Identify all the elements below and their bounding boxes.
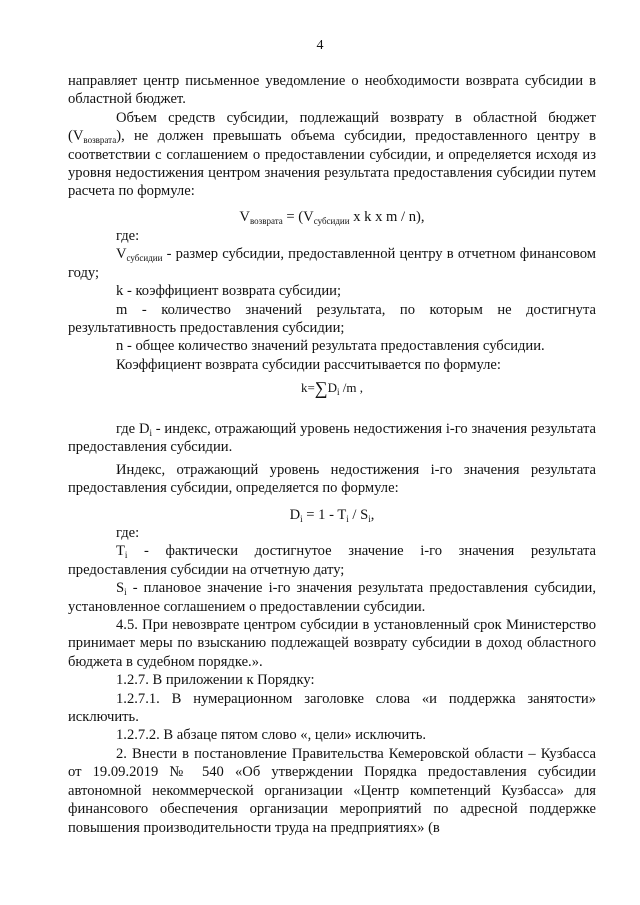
formula-subscript: i (346, 514, 349, 524)
definition-di (68, 420, 596, 457)
formula-subscript: i (300, 514, 303, 524)
page-number: 4 (316, 38, 324, 53)
paragraph-1-2-7-1: 1.2.7.1. В нумерационном заголовке слова «и поддержка занятости» исключить. (68, 690, 596, 726)
formula-subscript: i (368, 514, 371, 524)
paragraph-notification: направляет центр письменное уведомление о необходимости возврата субсидии в областной бюджет. (68, 73, 596, 108)
definition-v-subsidy (68, 245, 596, 282)
definition-k: k - коэффициент возврата субсидии; (116, 283, 342, 300)
formula-text: / S (348, 507, 369, 523)
paragraph-1-2-7: 1.2.7. В приложении к Порядку: (116, 672, 315, 689)
where-label: где: (116, 525, 140, 541)
subscript: i (124, 587, 127, 598)
subscript: i (149, 428, 152, 438)
formula-subscript: i (337, 387, 340, 397)
symbol: V (116, 246, 127, 263)
subscript: субсидии (126, 253, 163, 264)
body-text-top (68, 72, 596, 201)
where-label: где: (116, 228, 140, 244)
formula-text: , (370, 507, 375, 523)
formula-symbol: V (239, 209, 250, 225)
definition-text: - размер субсидии, предоставленной центру в отчетном финансовом году; (68, 246, 596, 281)
paragraph-1-2-7-2: 1.2.7.2. В абзаце пятом слово «, цели» исключить. (116, 727, 427, 744)
formula-text: = 1 - T (302, 507, 347, 523)
definition-t (68, 542, 596, 579)
formula-coefficient (68, 378, 596, 399)
paragraph-refund-volume (68, 109, 596, 201)
sum-symbol: ∑ (314, 378, 328, 398)
text-run: - индекс, отражающий уровень недостижения i-го значения результата предоставления субсидии. (68, 421, 596, 456)
body-text-middle (68, 420, 596, 498)
symbol: T (116, 543, 125, 560)
formula-symbol: D (327, 380, 338, 395)
text-run: где D (116, 421, 150, 437)
body-text-bottom (68, 524, 596, 837)
coefficient-intro: Коэффициент возврата субсидии рассчитывается по формуле: (116, 356, 501, 373)
formula-subscript: субсидии (313, 216, 350, 226)
index-intro: Индекс, отражающий уровень недостижения i-го значения результата предоставления субсидии, определяется по формуле: (68, 461, 596, 497)
formula-text: k= (300, 380, 315, 395)
definition-text: - фактически достигнутое значение i-го значения результата предоставления субсидии на отчетную дату; (68, 543, 596, 578)
formula-refund (68, 209, 596, 226)
formula-index (68, 507, 596, 524)
definition-m: m - количество значений результата, по которым не достигнута результативность предоставления субсидии; (68, 301, 596, 337)
formula-text: = (V (282, 209, 314, 225)
subscript: i (124, 550, 128, 561)
text-run: ), не должен превышать объема субсидии, предоставленного центру в соответствии с соглашением о предоставлении субсидии, и определяется исходя из уровня недостижения центром значения результата предоставления субсидии путем расчета по формуле: (68, 128, 596, 200)
definition-n: n - общее количество значений результата предоставления субсидии. (116, 338, 545, 355)
definition-s (68, 579, 596, 616)
subscript: возврата (83, 135, 117, 146)
paragraph-2: 2. Внести в постановление Правительства Кемеровской области – Кузбасса от 19.09.2019 № 540 «Об утверждении Порядка предоставления субсидии автономной некоммерческой организации «Центр компетенций Кузбасса» для финансового обеспечения организации мероприятий по адресной поддержке повышения производительности труда на предприятиях» (в (68, 745, 596, 836)
formula-text: /m , (339, 380, 364, 395)
paragraph-4-5: 4.5. При невозврате центром субсидии в установленный срок Министерство принимает меры по взысканию подлежащей возврату субсидии в доход областного бюджета в судебном порядке.». (68, 617, 596, 670)
definition-text: - плановое значение i-го значения результата предоставления субсидии, установленное соглашением о предоставлении субсидии. (68, 580, 596, 615)
definitions-block-1 (68, 227, 596, 374)
text-run: Объем средств субсидии, подлежащий возврату в областной бюджет (V (68, 109, 596, 145)
formula-symbol: D (289, 507, 301, 523)
formula-subscript: возврата (249, 216, 283, 226)
symbol: S (116, 580, 125, 597)
formula-text: x k x m / n), (349, 209, 425, 225)
